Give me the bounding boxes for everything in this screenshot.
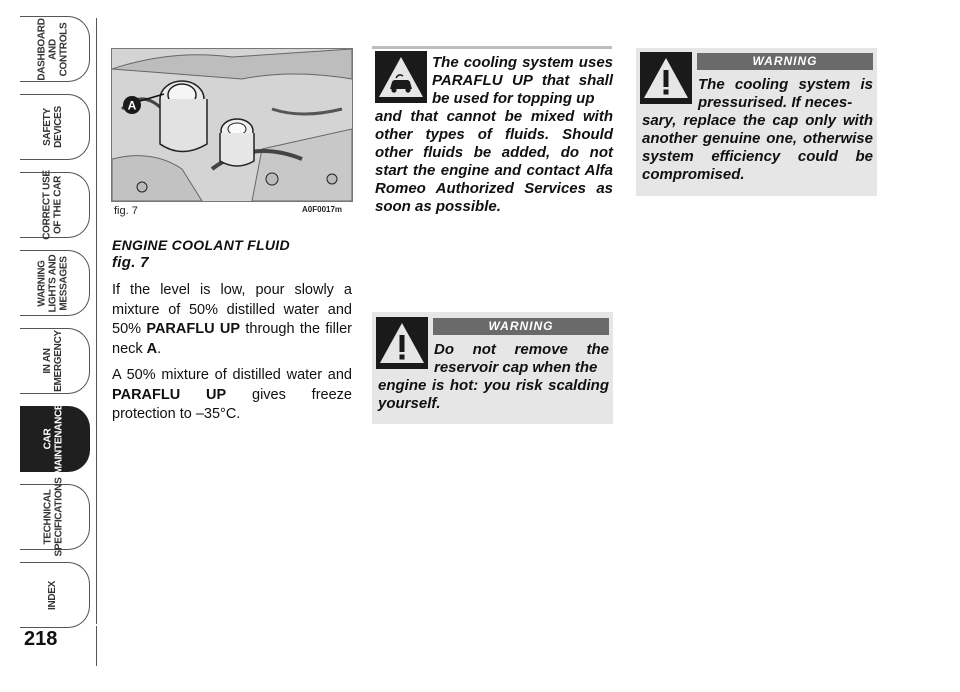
figure-code: A0F0017m <box>302 205 343 214</box>
figure-caption: fig. 7 <box>114 205 138 217</box>
engine-bay-figure <box>111 48 353 202</box>
tab-in-an-emergency[interactable] <box>20 328 98 394</box>
paragraph-freeze-protection: A 50% mixture of distilled water and PARAFLU UP gives freeze protection to –35°C. <box>112 367 352 422</box>
note-icon-frame <box>375 51 427 103</box>
warning-pressure-intro-text: The cooling system is pressurised. If neces- <box>698 76 873 111</box>
tab-dashboard-and-controls[interactable] <box>20 16 98 82</box>
tab-correct-use[interactable] <box>20 172 98 238</box>
tab-label: INDEX <box>47 580 59 610</box>
note-body-text: and that cannot be mixed with other types of fluids. Should other fluids be added, do not start the engine and contact Alfa Romeo Authorized Services as soon as possible. <box>375 108 613 215</box>
warning-exclamation-icon <box>640 52 692 104</box>
tab-label: DASHBOARD AND CONTROLS <box>36 17 70 81</box>
tab-index[interactable] <box>20 562 98 628</box>
tab-label: WARNING LIGHTS AND MESSAGES <box>36 254 70 312</box>
page-number: 218 <box>24 628 58 650</box>
warning-pressure-body-text: sary, replace the cap only with another genuine one, otherwise system efficiency could be compromised. <box>642 112 873 183</box>
callout-label: A <box>127 98 137 113</box>
tab-divider-line <box>96 18 97 624</box>
note-intro-text: The cooling system uses PARAFLU UP that shall be used for topping up <box>432 54 613 107</box>
tab-label: CAR MAINTENANCE <box>42 403 64 475</box>
tab-warning-lights[interactable] <box>20 250 98 316</box>
car-maintenance-icon <box>375 51 427 103</box>
tab-car-maintenance[interactable] <box>20 403 98 475</box>
tab-technical-specifications[interactable] <box>20 477 98 557</box>
warning-label-bar: WARNING <box>433 318 609 335</box>
section-heading <box>112 236 352 272</box>
paragraph-topping-up: If the level is low, pour slowly a mixture of 50% distilled water and 50% PARAFLU UP through the filler neck A. <box>112 282 352 357</box>
warning-label-bar: WARNING <box>697 53 873 70</box>
tab-label: IN AN EMERGENCY <box>41 330 64 392</box>
section-title: ENGINE COOLANT FLUID <box>112 237 290 253</box>
section-figure-ref: fig. 7 <box>112 254 149 271</box>
page-number-divider <box>96 626 97 666</box>
engine-bay-illustration <box>112 49 352 201</box>
tab-label: TECHNICAL SPECIFICATIONS <box>42 477 64 557</box>
tab-label: SAFETY DEVICES <box>42 106 64 148</box>
tab-safety-devices[interactable] <box>20 94 98 160</box>
warning-icon-frame <box>640 52 692 104</box>
warning-hot-intro-text: Do not remove the reservoir cap when the <box>434 341 609 376</box>
warning-exclamation-icon <box>376 317 428 369</box>
tab-label: CORRECT USE OF THE CAR <box>42 170 65 240</box>
note-top-rule <box>372 46 612 49</box>
warning-hot-body-text: engine is hot: you risk scalding yourself. <box>378 377 609 412</box>
warning-icon-frame <box>376 317 428 369</box>
